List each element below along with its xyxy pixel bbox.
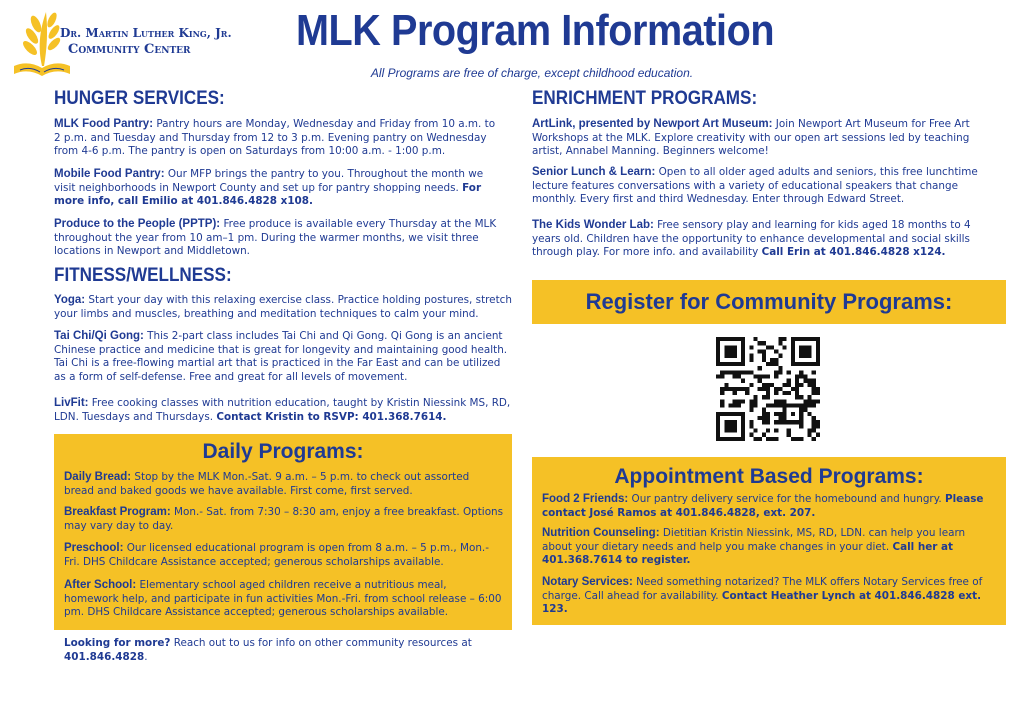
item-label: After School: — [64, 579, 137, 591]
looking-for-more — [64, 637, 484, 664]
qr-code-icon[interactable] — [716, 337, 820, 441]
looking-end: . — [144, 650, 148, 663]
item-text: Stop by the MLK Mon.-Sat. 9 a.m. – 5 p.m. to check out assorted bread and baked goods we have available. First come, first served. — [64, 471, 470, 497]
appointment-heading: Appointment Based Programs: — [614, 465, 924, 488]
daily-item-breakfast — [64, 506, 504, 533]
looking-text: Reach out to us for info on other community resources at — [170, 637, 472, 649]
item-label: Daily Bread: — [64, 471, 132, 483]
item-text: Open to all older aged adults and seniors, this free lunchtime lecture features conversations with a variety of educational speakers that change monthly. Every first and third Wednesday. Enter through Edward Street. — [532, 166, 978, 206]
looking-label: Looking for more? — [64, 637, 171, 649]
fitness-item-livfit — [54, 397, 514, 424]
enrichment-item-senior — [532, 166, 992, 207]
fitness-item-yoga — [54, 294, 514, 321]
appointment-item-notary — [542, 576, 992, 617]
hunger-item-pptp — [54, 218, 504, 259]
item-label: Nutrition Counseling: — [542, 527, 660, 539]
item-label: Mobile Food Pantry: — [54, 168, 165, 180]
org-name-line1: Dr. Martin Luther King, Jr. — [60, 26, 232, 40]
daily-item-preschool — [64, 542, 504, 569]
hunger-item-pantry — [54, 118, 504, 159]
item-label: Food 2 Friends: — [542, 493, 629, 505]
item-text: Free cooking classes with nutrition education, taught by Kristin Niessink MS, RD, LDN. Tuesdays and Thursdays. — [54, 397, 511, 423]
appointment-box — [532, 457, 1006, 625]
appointment-item-food2friends — [542, 493, 992, 520]
item-contact: Call her at 401.368.7614 to register. — [542, 540, 954, 567]
item-text: Elementary school aged children receive a nutritious meal, homework help, and participate in fun activities Mon.-Fri. from school release – 6:00 pm. DHS Childcare Assistance accepted; generous scholarships available. — [64, 579, 502, 619]
item-label: Senior Lunch & Learn: — [532, 166, 656, 178]
item-text: This 2-part class includes Tai Chi and Qi Gong. Qi Gong is an ancient Chinese practice and medicine that is great for longevity and maintaining good health. Tai Chi is a free-flowing martial art that is practiced in the Far East and can be utilized as a form of self-defense. Free and great for all levels of movement. — [54, 330, 508, 383]
hunger-heading: HUNGER SERVICES: — [54, 88, 225, 109]
item-contact: Contact Kristin to RSVP: 401.368.7614. — [216, 410, 447, 423]
looking-phone: 401.846.4828 — [64, 650, 145, 663]
item-label: LivFit: — [54, 397, 89, 409]
daily-heading: Daily Programs: — [202, 440, 364, 463]
item-label: Tai Chi/Qi Gong: — [54, 330, 144, 342]
item-text: Our MFP brings the pantry to you. Throughout the month we visit neighborhoods in Newport County and set up for pantry shopping needs. — [54, 168, 484, 194]
item-text: Join Newport Art Museum for Free Art Workshops at the MLK. Explore creativity with our open art sessions led by teaching artist, Annabel Manning. Beginners welcome! — [532, 118, 970, 158]
item-text: Our licensed educational program is open from 8 a.m. – 5 p.m., Mon.-Fri. DHS Childcare Assistance accepted; generous scholarships available. — [64, 542, 489, 568]
item-text: Mon.- Sat. from 7:30 – 8:30 am, enjoy a free breakfast. Options may vary day to day. — [64, 506, 504, 532]
enrichment-item-artlink — [532, 118, 992, 159]
org-name-line2: Community Center — [68, 42, 191, 57]
page-subtitle: All Programs are free of charge, except childhood education. — [370, 66, 694, 80]
item-text: Free sensory play and learning for kids aged 18 months to 4 years old. Children have the opportunity to enhance developmental and social skills through play. For more info. and availability — [532, 219, 971, 259]
appointment-item-nutrition — [542, 527, 992, 568]
item-label: Preschool: — [64, 542, 124, 554]
enrichment-heading: ENRICHMENT PROGRAMS: — [532, 88, 758, 109]
register-box — [532, 280, 1006, 324]
item-contact: Please contact José Ramos at 401.846.4828, ext. 207. — [542, 493, 984, 519]
item-text: Start your day with this relaxing exercise class. Practice holding postures, stretch your limbs and muscles, breathing and meditation techniques to calm your mind. — [54, 294, 512, 320]
daily-item-afterschool — [64, 579, 504, 620]
enrichment-item-kids — [532, 219, 992, 260]
item-contact: Call Erin at 401.846.4828 x124. — [761, 246, 946, 259]
item-text: Dietitian Kristin Niessink, MS, RD, LDN. can help you learn about your dietary needs and help you make changes in your diet. — [542, 527, 966, 553]
item-text: Free produce is available every Thursday at the MLK throughout the year from 10 am–1 pm. During the warmer months, we visit three locations in Newport and Middletown. — [54, 218, 497, 258]
item-contact: Contact Heather Lynch at 401.846.4828 ext. 123. — [542, 589, 982, 616]
hunger-item-mobile — [54, 168, 504, 209]
item-contact: For more info, call Emilio at 401.846.4828 x108. — [54, 181, 482, 208]
item-label: MLK Food Pantry: — [54, 118, 154, 130]
item-text: Need something notarized? The MLK offers Notary Services free of charge. Call ahead for availability. — [542, 576, 983, 602]
item-text: Pantry hours are Monday, Wednesday and Friday from 10 a.m. to 2 p.m. and Tuesday and Thursday from 12 to 3 p.m. Evening pantry on Wednesday from 4-6 p.m. The pantry is open on Saturdays from 10:00 a.m. - 1:00 p.m. — [54, 118, 496, 158]
item-label: The Kids Wonder Lab: — [532, 219, 654, 231]
fitness-item-taichi — [54, 330, 514, 384]
page-title: MLK Program Information — [296, 6, 775, 55]
daily-item-bread — [64, 471, 484, 498]
item-label: Yoga: — [54, 294, 86, 306]
register-heading: Register for Community Programs: — [585, 289, 953, 314]
item-label: Breakfast Program: — [64, 506, 171, 518]
item-label: Produce to the People (PPTP): — [54, 218, 221, 230]
item-text: Our pantry delivery service for the homebound and hungry. — [628, 493, 945, 505]
item-label: ArtLink, presented by Newport Art Museum: — [532, 118, 773, 130]
daily-programs-box — [54, 434, 512, 630]
item-label: Notary Services: — [542, 576, 633, 588]
fitness-heading: FITNESS/WELLNESS: — [54, 265, 232, 286]
